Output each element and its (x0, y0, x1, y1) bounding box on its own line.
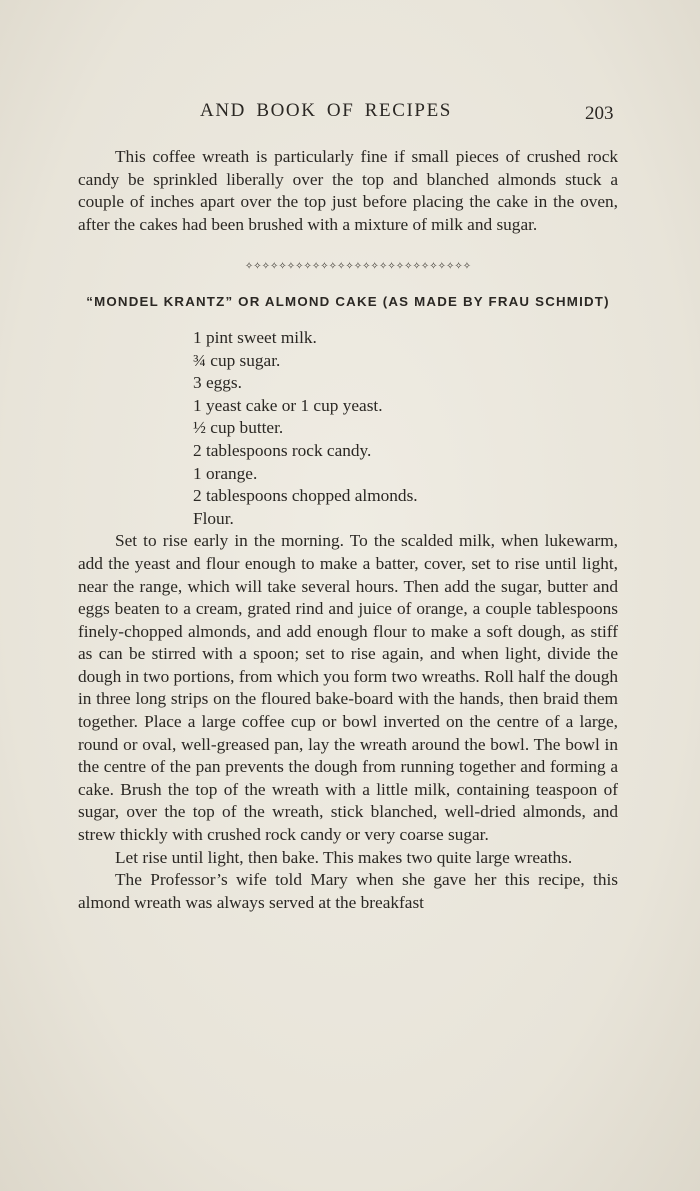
intro-paragraph: This coffee wreath is particularly fine if small pieces of crushed rock candy be sprinkled liberally over the top and blanched almonds stuck a couple of inches apart over the top just before placing the cake in the oven, after the cakes had been brushed with a mixture of milk and sugar. (78, 147, 618, 234)
running-header (0, 100, 700, 130)
page-body (78, 146, 618, 914)
directions-paragraph: The Professor’s wife told Mary when she gave her this recipe, this almond wreath was always served at the breakfast (78, 870, 618, 912)
ingredient-item: Flour. (193, 508, 234, 528)
running-title: AND BOOK OF RECIPES (200, 100, 452, 121)
ingredient-item: 2 tablespoons rock candy. (193, 440, 372, 460)
ingredient-item: 1 yeast cake or 1 cup yeast. (193, 395, 383, 415)
directions-paragraph: Set to rise early in the morning. To the scalded milk, when lukewarm, add the yeast and flour enough to make a batter, cover, set to rise until light, near the range, which will take several hours. Then add the sugar, butter and eggs beaten to a cream, grated rind and juice of orange, a couple tablespoons finely-chopped almonds, and add enough flour to make a soft dough, as stiff as can be stirred with a spoon; set to rise again, and when light, divide the dough in two portions, from which you form two wreaths. Roll half the dough in three long strips on the floured bake-board with the hands, then braid them together. Place a large coffee cup or bowl inverted on the centre of a large, round or oval, well-greased pan, lay the wreath around the bowl. The bowl in the centre of the pan prevents the dough from running together and forming a cake. Brush the top of the wreath with a little milk, containing teaspoon of sugar, over the top of the wreath, stick blanched, well-dried almonds, and strew thickly with crushed rock candy or very coarse sugar. (78, 531, 618, 845)
recipe-title: “MONDEL KRANTZ” OR ALMOND CAKE (AS MADE BY FRAU SCHMIDT) (86, 293, 610, 309)
ingredient-list (78, 327, 618, 530)
recipe-directions (78, 530, 618, 914)
ingredient-item: 1 orange. (193, 463, 258, 483)
ingredient-item: 3 eggs. (193, 373, 242, 393)
ingredient-item: 2 tablespoons chopped almonds. (193, 486, 418, 506)
ingredient-item: ½ cup butter. (193, 418, 284, 438)
ingredient-item: 1 pint sweet milk. (193, 327, 317, 347)
ingredient-item: ¾ cup sugar. (193, 350, 281, 370)
section-ornament: ✧✧✧✧✧✧✧✧✧✧✧✧✧✧✧✧✧✧✧✧✧✧✧✧✧✧✧ (244, 261, 472, 273)
directions-paragraph: Let rise until light, then bake. This makes two quite large wreaths. (115, 847, 573, 867)
page-number: 203 (585, 103, 614, 124)
